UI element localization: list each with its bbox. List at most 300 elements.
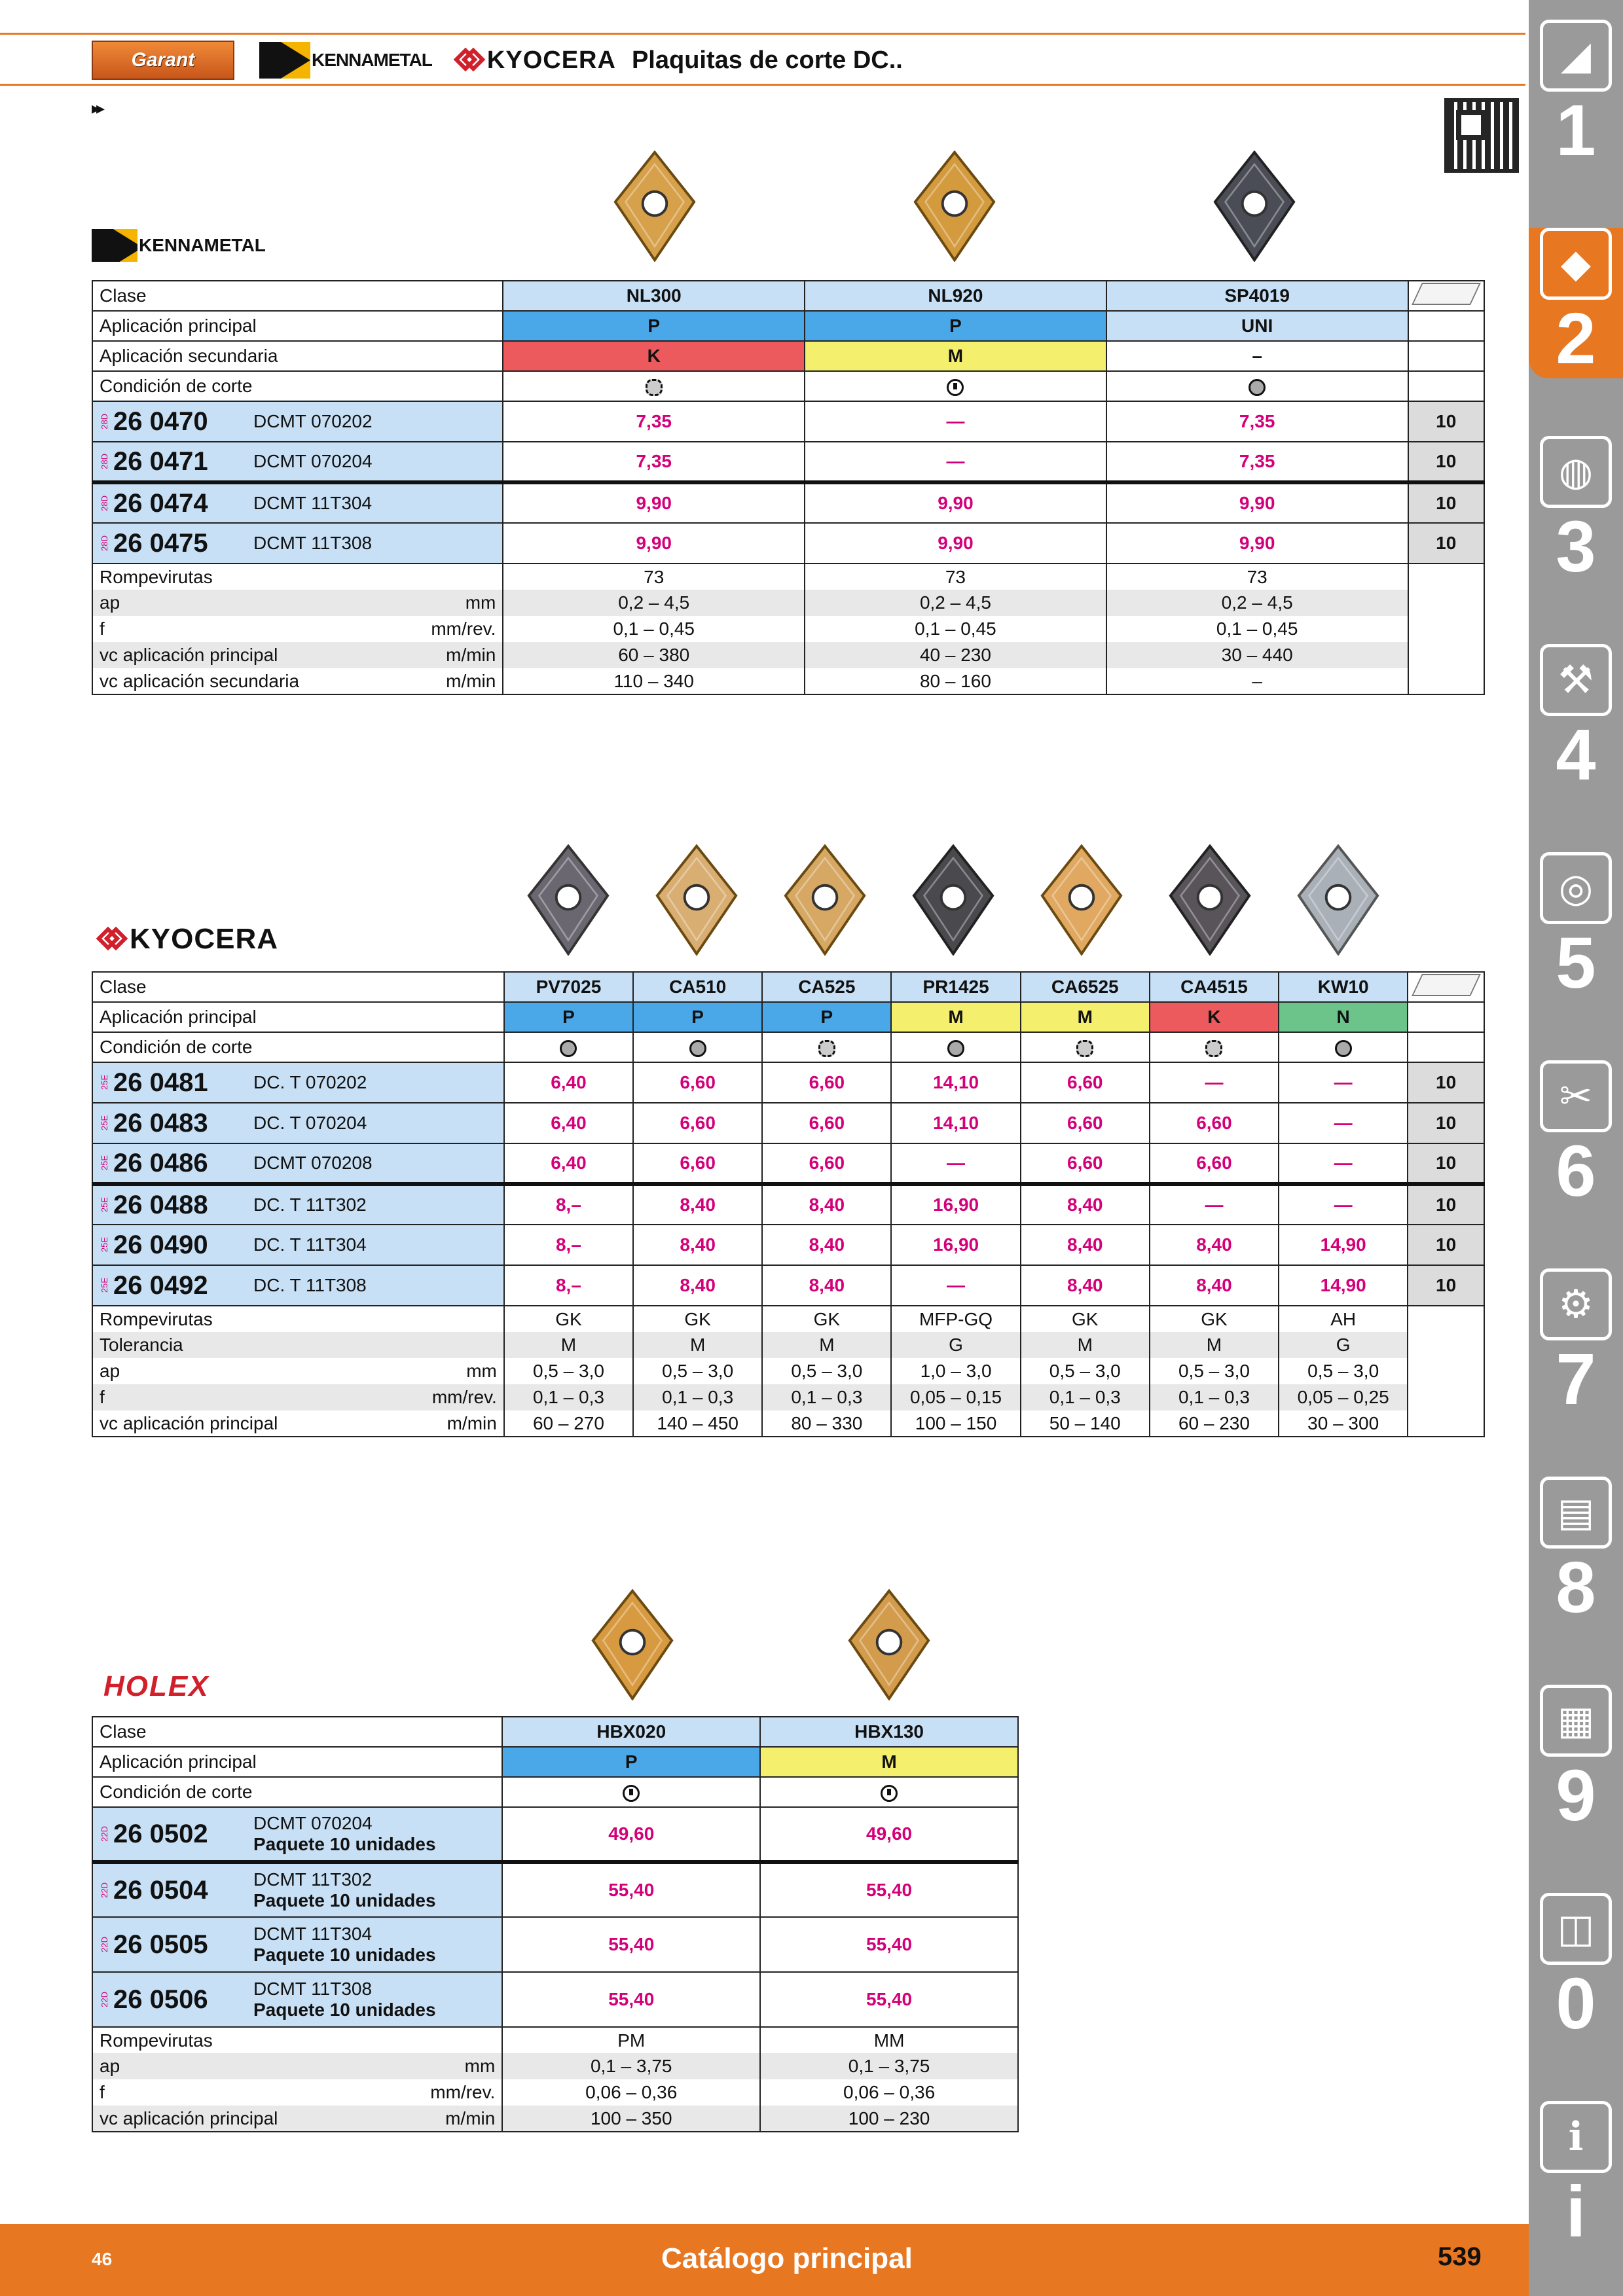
price-cell: 6,60	[762, 1143, 891, 1184]
row-label: Condición de corte	[92, 371, 503, 401]
article-wrap	[100, 1869, 495, 1911]
application-badge: P	[805, 311, 1106, 341]
spec-value: 50 – 140	[1021, 1410, 1150, 1437]
spec-label: vc aplicación principal	[100, 645, 278, 665]
spec-value: 0,5 – 3,0	[1021, 1358, 1150, 1384]
article-description: DCMT 070204	[253, 1813, 373, 1833]
article-cell	[92, 1807, 502, 1862]
price-cell: —	[891, 1143, 1020, 1184]
spec-label: Tolerancia	[100, 1335, 183, 1355]
cutting-condition-icon	[818, 1040, 835, 1057]
insert-image	[782, 844, 868, 956]
package-icon-cell	[1408, 281, 1484, 311]
price-cell: 8,40	[762, 1184, 891, 1225]
spec-value: 73	[1106, 564, 1408, 590]
pack-quantity: 10	[1408, 1225, 1484, 1265]
grade-header: PV7025	[504, 972, 633, 1002]
empty-cell	[1408, 311, 1484, 341]
empty-cell	[1408, 590, 1484, 616]
price-cell: 6,40	[504, 1103, 633, 1143]
spec-value: 1,0 – 3,0	[891, 1358, 1020, 1384]
article-description-block	[253, 1072, 367, 1093]
article-description-block	[253, 1275, 367, 1296]
article-description: DCMT 11T304	[253, 493, 373, 513]
condition-cell	[1021, 1032, 1150, 1062]
kennametal-mark-icon	[92, 229, 137, 262]
row-label: Condición de corte	[92, 1032, 504, 1062]
empty-cell	[1408, 1358, 1484, 1384]
price-cell: 55,40	[760, 1917, 1018, 1972]
grade-header: CA6525	[1021, 972, 1150, 1002]
grade-header: SP4019	[1106, 281, 1408, 311]
article-code: 25E	[100, 1278, 109, 1293]
spec-value: AH	[1279, 1306, 1408, 1332]
spec-label-cell	[92, 2027, 502, 2053]
article-cell	[92, 1143, 504, 1184]
spec-value: 0,2 – 4,5	[503, 590, 805, 616]
spec-label-cell	[92, 1384, 504, 1410]
kennametal-table	[92, 280, 1485, 695]
row-label: Aplicación principal	[92, 1002, 504, 1032]
condition-cell	[805, 371, 1106, 401]
footer-left-number: 46	[92, 2249, 113, 2269]
price-cell: 14,90	[1279, 1265, 1408, 1306]
spec-value: 40 – 230	[805, 642, 1106, 668]
article-number: 26 0483	[113, 1108, 208, 1138]
article-code: 22D	[100, 1937, 109, 1952]
spec-value: 60 – 270	[504, 1410, 633, 1437]
holex-brand-text: HOLEX	[103, 1670, 210, 1702]
price-cell: 7,35	[503, 442, 805, 482]
empty-cell	[1408, 371, 1484, 401]
chapter-number: i	[1565, 2172, 1586, 2252]
pack-quantity: 10	[1408, 482, 1484, 523]
spec-unit: mm	[465, 592, 496, 613]
spec-value: 0,5 – 3,0	[1150, 1358, 1279, 1384]
article-wrap	[100, 407, 496, 437]
spec-label: Rompevirutas	[100, 566, 213, 587]
price-cell: 8,–	[504, 1265, 633, 1306]
price-cell: 8,40	[1150, 1225, 1279, 1265]
row-label: Clase	[92, 972, 504, 1002]
chapter-sidebar	[1529, 0, 1623, 2296]
article-row[interactable]	[92, 482, 1484, 523]
empty-cell	[1408, 642, 1484, 668]
footer-title: Catálogo principal	[661, 2242, 913, 2274]
chapter-number: 9	[1556, 1755, 1596, 1836]
empty-cell	[1408, 1002, 1484, 1032]
spec-row	[92, 1410, 1484, 1437]
holex-table	[92, 1716, 1019, 2132]
chapter-tab-9[interactable]	[1535, 1685, 1616, 1835]
pack-quantity: 10	[1408, 1265, 1484, 1306]
row-condicion-corte	[92, 371, 1484, 401]
article-description-block	[253, 1869, 436, 1911]
cutting-condition-icon	[689, 1040, 706, 1057]
pack-text: Paquete 10 unidades	[253, 1945, 436, 1965]
cutting-condition-icon	[881, 1785, 898, 1802]
spec-label-cell	[92, 564, 503, 590]
spec-value: MM	[760, 2027, 1018, 2053]
garant-logo-text: Garant	[131, 49, 195, 71]
price-cell: —	[1150, 1062, 1279, 1103]
article-wrap	[100, 489, 496, 518]
article-cell	[92, 1184, 504, 1225]
chapter-number: 8	[1556, 1547, 1596, 1628]
row-clase	[92, 281, 1484, 311]
header-rule-top	[0, 33, 1525, 35]
article-row[interactable]	[92, 1972, 1018, 2027]
application-badge: P	[504, 1002, 633, 1032]
article-description: DCMT 070204	[253, 451, 373, 471]
article-wrap	[100, 1109, 497, 1138]
price-cell: 9,90	[805, 482, 1106, 523]
spec-unit: mm	[464, 2056, 496, 2076]
pack-quantity: 10	[1408, 1143, 1484, 1184]
price-cell: 9,90	[805, 523, 1106, 564]
row-aplicacion-principal	[92, 311, 1484, 341]
spec-value: 30 – 440	[1106, 642, 1408, 668]
grade-header: HBX130	[760, 1717, 1018, 1747]
chapter-0-icon: ◫	[1540, 1893, 1612, 1965]
article-description: DCMT 070208	[253, 1153, 373, 1173]
article-code: 25E	[100, 1197, 109, 1213]
article-row[interactable]	[92, 1862, 1018, 1917]
cutting-condition-icon	[1205, 1040, 1222, 1057]
kennametal-brand	[92, 229, 266, 262]
kyocera-brand-text: KYOCERA	[130, 923, 279, 955]
article-cell	[92, 1225, 504, 1265]
row-condicion-corte	[92, 1032, 1484, 1062]
price-cell: —	[805, 442, 1106, 482]
spec-unit: m/min	[446, 645, 496, 665]
price-cell: 6,60	[1021, 1103, 1150, 1143]
spec-value: M	[762, 1332, 891, 1358]
price-cell: 6,40	[504, 1143, 633, 1184]
price-cell: 8,40	[1021, 1184, 1150, 1225]
spec-value: 60 – 230	[1150, 1410, 1279, 1437]
package-icon-cell	[1408, 972, 1484, 1002]
empty-cell	[1408, 1032, 1484, 1062]
price-cell: 8,40	[1150, 1265, 1279, 1306]
price-cell: 9,90	[503, 523, 805, 564]
spec-row	[92, 1306, 1484, 1332]
spec-label-cell	[92, 590, 503, 616]
price-cell: 8,–	[504, 1184, 633, 1225]
spec-label-cell	[92, 1332, 504, 1358]
application-badge: M	[805, 341, 1106, 371]
price-cell: —	[1279, 1062, 1408, 1103]
spec-unit: m/min	[446, 670, 496, 691]
cutting-condition-icon	[947, 1040, 964, 1057]
article-row[interactable]	[92, 1917, 1018, 1972]
page-number: 539	[1438, 2242, 1482, 2271]
article-code: 25E	[100, 1155, 109, 1171]
spec-value: 0,1 – 3,75	[502, 2053, 760, 2079]
article-number: 26 0486	[113, 1148, 208, 1177]
pack-quantity: 10	[1408, 523, 1484, 564]
article-row[interactable]	[92, 523, 1484, 564]
price-cell: 55,40	[502, 1917, 760, 1972]
article-row[interactable]	[92, 401, 1484, 442]
spec-label: vc aplicación secundaria	[100, 670, 300, 691]
article-description-block	[253, 1924, 436, 1965]
grade-header: NL920	[805, 281, 1106, 311]
spec-value: 0,05 – 0,25	[1279, 1384, 1408, 1410]
price-cell: 7,35	[1106, 401, 1408, 442]
price-cell: 6,60	[633, 1062, 762, 1103]
spec-label: Rompevirutas	[100, 2030, 213, 2051]
article-description-block	[253, 1153, 373, 1174]
price-cell: 14,10	[891, 1062, 1020, 1103]
spec-value: G	[891, 1332, 1020, 1358]
price-cell: 8,40	[1021, 1225, 1150, 1265]
article-number: 26 0490	[113, 1230, 208, 1259]
article-number: 26 0505	[113, 1929, 208, 1959]
price-cell: 55,40	[502, 1972, 760, 2027]
article-cell	[92, 482, 503, 523]
application-badge: P	[502, 1747, 760, 1777]
price-cell: 8,40	[633, 1184, 762, 1225]
article-row[interactable]	[92, 1225, 1484, 1265]
price-cell: 6,60	[1150, 1143, 1279, 1184]
article-cell	[92, 1103, 504, 1143]
empty-cell	[1408, 341, 1484, 371]
grade-header: NL300	[503, 281, 805, 311]
article-wrap	[100, 1068, 497, 1098]
article-cell	[92, 523, 503, 564]
chapter-6-icon: ✂	[1540, 1060, 1612, 1132]
chapter-tab-7[interactable]	[1535, 1268, 1616, 1419]
condition-cell	[1106, 371, 1408, 401]
kyocera-mark-icon	[456, 47, 482, 73]
kyocera-brand	[98, 923, 278, 956]
price-cell: 9,90	[1106, 523, 1408, 564]
chapter-tab-2[interactable]	[1529, 228, 1623, 378]
grade-header: KW10	[1279, 972, 1408, 1002]
row-label: Clase	[92, 281, 503, 311]
spec-label: vc aplicación principal	[100, 1412, 278, 1433]
article-number: 26 0471	[113, 446, 208, 476]
spec-value: 0,2 – 4,5	[1106, 590, 1408, 616]
spec-row	[92, 564, 1484, 590]
package-icon	[1412, 974, 1481, 996]
chapter-tab-5[interactable]	[1535, 852, 1616, 1003]
spec-value: 80 – 330	[762, 1410, 891, 1437]
article-description: DC. T 11T304	[253, 1234, 367, 1255]
spec-value: 0,05 – 0,15	[891, 1384, 1020, 1410]
article-row[interactable]	[92, 1184, 1484, 1225]
spec-row	[92, 2027, 1018, 2053]
price-cell: 8,40	[633, 1225, 762, 1265]
spec-label: ap	[100, 1361, 120, 1381]
condition-cell	[1150, 1032, 1279, 1062]
spec-label-cell	[92, 642, 503, 668]
page-title: Plaquitas de corte DC..	[631, 46, 903, 74]
chapter-tab-3[interactable]	[1535, 436, 1616, 586]
article-wrap	[100, 529, 496, 558]
grade-header: PR1425	[891, 972, 1020, 1002]
spec-label-cell	[92, 1410, 504, 1437]
price-cell: —	[1279, 1184, 1408, 1225]
chapter-tab-8[interactable]	[1535, 1477, 1616, 1627]
article-number: 26 0474	[113, 488, 208, 518]
spec-unit: m/min	[445, 2108, 496, 2128]
spec-row	[92, 1332, 1484, 1358]
pack-quantity: 10	[1408, 401, 1484, 442]
price-cell: 49,60	[502, 1807, 760, 1862]
spec-label: Rompevirutas	[100, 1308, 213, 1329]
cutting-condition-icon	[947, 379, 964, 396]
article-number: 26 0502	[113, 1819, 208, 1848]
article-description-block	[253, 1194, 367, 1215]
grade-header: CA525	[762, 972, 891, 1002]
garant-logo	[92, 41, 234, 80]
condition-cell	[762, 1032, 891, 1062]
row-label: Aplicación principal	[92, 311, 503, 341]
article-description-block	[253, 1813, 436, 1855]
spec-row	[92, 616, 1484, 642]
spec-value: M	[504, 1332, 633, 1358]
price-cell: 6,60	[762, 1062, 891, 1103]
cutting-condition-icon	[1076, 1040, 1093, 1057]
chapter-tab-1[interactable]	[1535, 20, 1616, 170]
spec-label: ap	[100, 592, 120, 613]
spec-value: 0,1 – 3,75	[760, 2053, 1018, 2079]
spec-value: 110 – 340	[503, 668, 805, 694]
article-number: 26 0488	[113, 1190, 208, 1219]
chapter-number: 4	[1556, 715, 1596, 795]
article-row[interactable]	[92, 1265, 1484, 1306]
chapter-3-icon: ◍	[1540, 436, 1612, 508]
chapter-number: 5	[1556, 923, 1596, 1003]
chapter-number: 2	[1556, 298, 1596, 379]
application-badge: M	[760, 1747, 1018, 1777]
article-code: 25E	[100, 1075, 109, 1090]
chapter-tab-i[interactable]	[1535, 2101, 1616, 2251]
article-row[interactable]	[92, 1807, 1018, 1862]
grade-header: HBX020	[502, 1717, 760, 1747]
spec-value: 73	[805, 564, 1106, 590]
spec-row	[92, 642, 1484, 668]
article-description: DCMT 070202	[253, 411, 373, 431]
price-cell: 7,35	[503, 401, 805, 442]
chapter-tab-6[interactable]	[1535, 1060, 1616, 1211]
article-row[interactable]	[92, 1143, 1484, 1184]
spec-value: 0,5 – 3,0	[762, 1358, 891, 1384]
price-cell: 6,60	[633, 1143, 762, 1184]
spec-value: M	[633, 1332, 762, 1358]
qr-code-icon[interactable]	[1444, 98, 1519, 173]
spec-value: GK	[504, 1306, 633, 1332]
empty-cell	[1408, 1332, 1484, 1358]
insert-image	[910, 844, 996, 956]
kyocera-logo-text: KYOCERA	[486, 46, 616, 74]
spec-value: 100 – 230	[760, 2106, 1018, 2132]
price-cell: —	[1279, 1103, 1408, 1143]
price-cell: 55,40	[760, 1862, 1018, 1917]
empty-cell	[1408, 1306, 1484, 1332]
empty-cell	[1408, 564, 1484, 590]
price-cell: 55,40	[760, 1972, 1018, 2027]
condition-cell	[1279, 1032, 1408, 1062]
pack-text: Paquete 10 unidades	[253, 2000, 436, 2020]
row-aplicacion-principal	[92, 1002, 1484, 1032]
article-code: 22D	[100, 1992, 109, 2007]
spec-label-cell	[92, 616, 503, 642]
article-description: DCMT 11T304	[253, 1924, 373, 1944]
pack-text: Paquete 10 unidades	[253, 1834, 436, 1854]
spec-value: 0,1 – 0,3	[1021, 1384, 1150, 1410]
spec-value: GK	[1150, 1306, 1279, 1332]
chapter-tab-0[interactable]	[1535, 1893, 1616, 2043]
chapter-5-icon: ◎	[1540, 852, 1612, 924]
kennametal-logo-text: KENNAMETAL	[312, 50, 432, 70]
article-row[interactable]	[92, 442, 1484, 482]
header	[92, 38, 903, 82]
insert-image	[1167, 844, 1253, 956]
spec-unit: mm/rev.	[430, 2082, 496, 2102]
spec-value: 0,1 – 0,3	[1150, 1384, 1279, 1410]
application-badge: N	[1279, 1002, 1408, 1032]
cutting-condition-icon	[560, 1040, 577, 1057]
kyocera-logo	[456, 46, 616, 75]
row-condicion-corte	[92, 1777, 1018, 1807]
article-description: DCMT 11T308	[253, 1979, 373, 1999]
chapter-tab-4[interactable]	[1535, 644, 1616, 795]
pack-quantity: 10	[1408, 1062, 1484, 1103]
chapter-8-icon: ▤	[1540, 1477, 1612, 1549]
article-cell	[92, 1265, 504, 1306]
article-row[interactable]	[92, 1103, 1484, 1143]
article-number: 26 0475	[113, 528, 208, 558]
spec-row	[92, 2079, 1018, 2106]
article-code: 22D	[100, 1882, 109, 1898]
article-wrap	[100, 1924, 495, 1965]
article-code: 25E	[100, 1115, 109, 1131]
insert-image	[911, 151, 998, 262]
kennametal-brand-text: KENNAMETAL	[139, 235, 266, 255]
price-cell: 9,90	[1106, 482, 1408, 523]
article-wrap	[100, 1191, 497, 1220]
spec-value: PM	[502, 2027, 760, 2053]
article-wrap	[100, 447, 496, 476]
chapter-9-icon: ▦	[1540, 1685, 1612, 1757]
spec-value: MFP-GQ	[891, 1306, 1020, 1332]
article-wrap	[100, 1979, 495, 2020]
article-description: DCMT 11T308	[253, 533, 373, 553]
article-code: 25E	[100, 1237, 109, 1253]
price-cell: —	[805, 401, 1106, 442]
article-cell	[92, 1062, 504, 1103]
spec-label-cell	[92, 2079, 502, 2106]
empty-cell	[1408, 668, 1484, 694]
application-badge: P	[762, 1002, 891, 1032]
spec-value: 0,5 – 3,0	[1279, 1358, 1408, 1384]
spec-unit: mm	[466, 1361, 497, 1381]
article-description-block	[253, 493, 372, 514]
chapter-2-icon: ◆	[1540, 228, 1612, 300]
spec-value: M	[1021, 1332, 1150, 1358]
article-number: 26 0492	[113, 1270, 208, 1300]
article-description: DC. T 070204	[253, 1113, 367, 1133]
spec-value: GK	[762, 1306, 891, 1332]
cutting-condition-icon	[1249, 379, 1266, 396]
insert-image	[653, 844, 740, 956]
insert-image	[1211, 151, 1298, 262]
grade-header: CA4515	[1150, 972, 1279, 1002]
article-row[interactable]	[92, 1062, 1484, 1103]
